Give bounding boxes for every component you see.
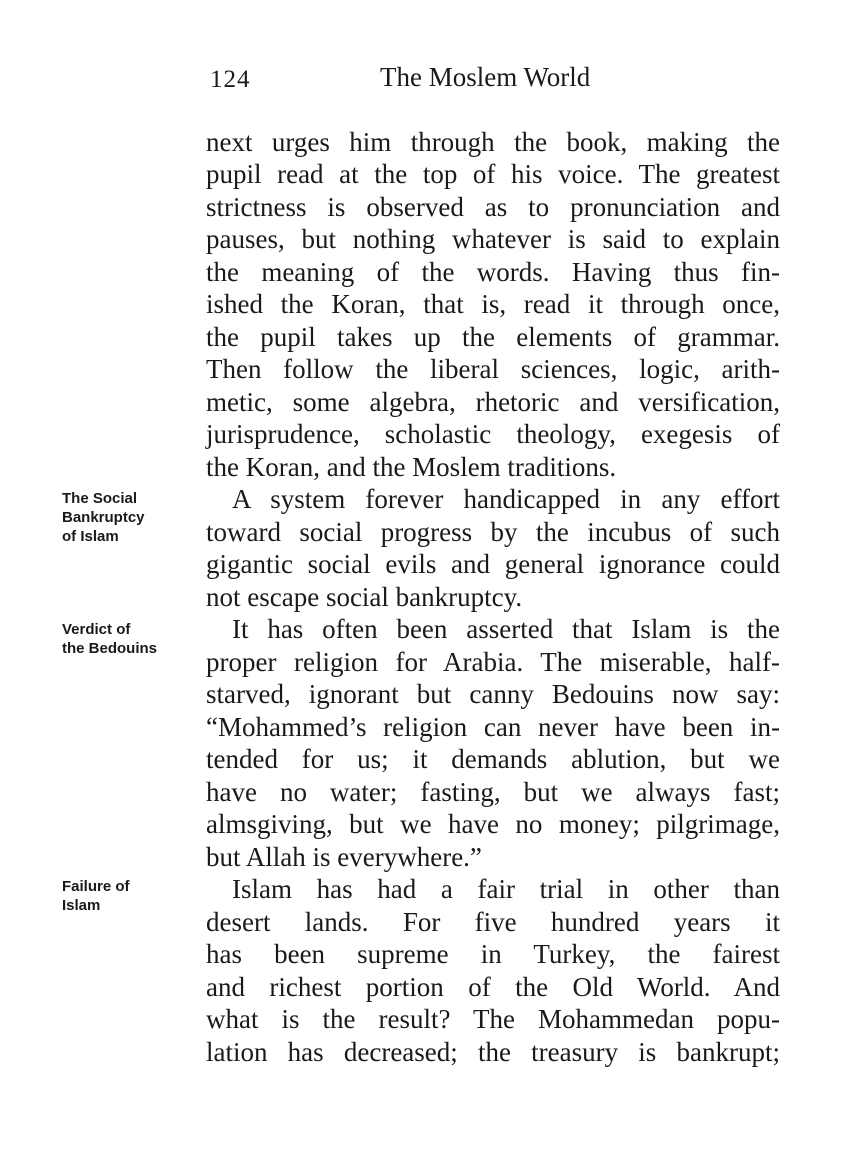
body-line: ished the Koran, that is, read it through once, [206, 289, 780, 319]
body-line: the meaning of the words. Having thus fin- [206, 257, 780, 287]
body-line: has been supreme in Turkey, the fairest [206, 939, 780, 969]
body-line: “Mohammed’s religion can never have been in- [206, 712, 780, 742]
body-line: metic, some algebra, rhetoric and versification, [206, 387, 780, 417]
margin-note-line: the Bedouins [62, 640, 158, 657]
body-line: the Koran, and the Moslem traditions. [206, 452, 617, 482]
running-title: The Moslem World [380, 62, 591, 92]
margin-note-line: The Social [62, 490, 138, 507]
body-line: tended for us; it demands ablution, but we [206, 744, 780, 774]
margin-note-social-bankruptcy [62, 489, 202, 546]
page-header [0, 60, 850, 100]
margin-note-line: of Islam [62, 528, 119, 545]
body-line: A system forever handicapped in any effort [232, 484, 780, 514]
body-line: almsgiving, but we have no money; pilgrimage, [206, 809, 780, 839]
body-line: the pupil takes up the elements of grammar. [206, 322, 780, 352]
body-line: lation has decreased; the treasury is bankrupt; [206, 1037, 780, 1067]
body-line: desert lands. For five hundred years it [206, 907, 780, 937]
margin-note-line: Bankruptcy [62, 509, 145, 526]
body-line: pauses, but nothing whatever is said to explain [206, 224, 780, 254]
body-line: what is the result? The Mohammedan popu- [206, 1004, 780, 1034]
body-line: Islam has had a fair trial in other than [232, 874, 780, 904]
body-line: not escape social bankruptcy. [206, 582, 523, 612]
margin-note-line: Failure of [62, 878, 130, 895]
body-line: strictness is observed as to pronunciation and [206, 192, 780, 222]
margin-note-line: Verdict of [62, 621, 131, 638]
body-line: Then follow the liberal sciences, logic, arith- [206, 354, 780, 384]
body-line: pupil read at the top of his voice. The greatest [206, 159, 780, 189]
body-line: but Allah is everywhere.” [206, 842, 482, 872]
body-line: have no water; fasting, but we always fast; [206, 777, 780, 807]
body-line: jurisprudence, scholastic theology, exegesis of [206, 419, 780, 449]
body-line: proper religion for Arabia. The miserable, half- [206, 647, 780, 677]
body-line: toward social progress by the incubus of such [206, 517, 780, 547]
margin-note-verdict-bedouins [62, 620, 202, 658]
body-line: It has often been asserted that Islam is the [232, 614, 780, 644]
page-number: 124 [210, 66, 251, 93]
margin-note-failure-islam [62, 877, 202, 915]
body-line: and richest portion of the Old World. And [206, 972, 780, 1002]
body-line: gigantic social evils and general ignorance could [206, 549, 780, 579]
body-line: starved, ignorant but canny Bedouins now say: [206, 679, 780, 709]
margin-note-line: Islam [62, 897, 101, 914]
body-line: next urges him through the book, making the [206, 127, 780, 157]
